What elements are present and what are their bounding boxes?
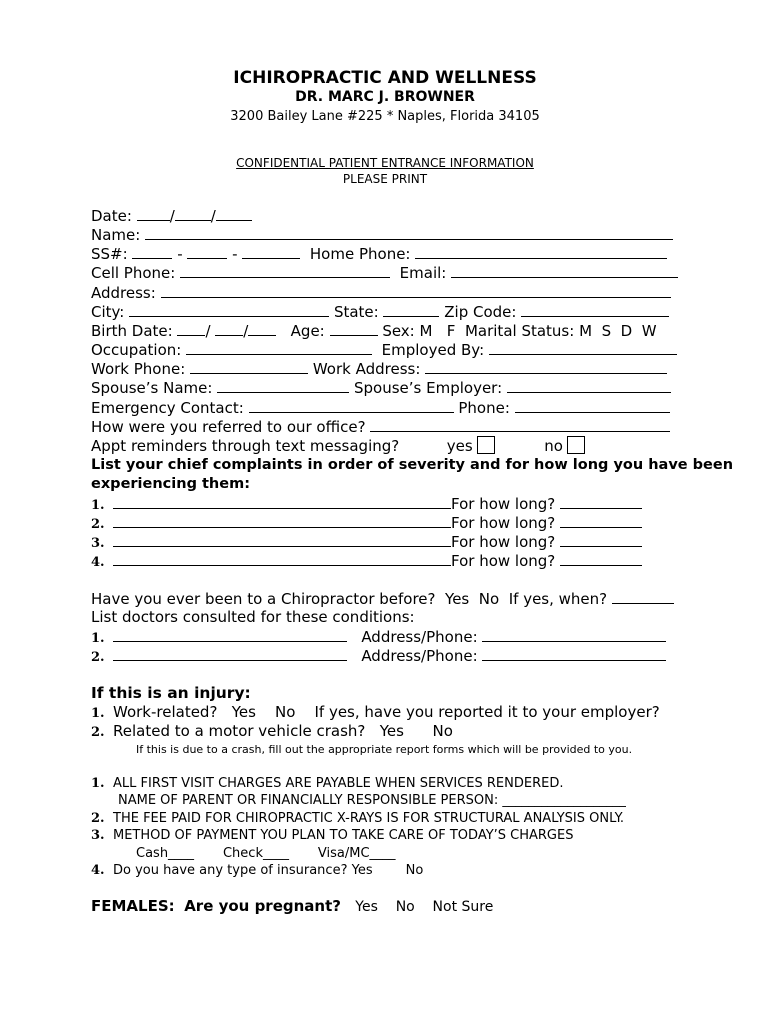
complaints-heading: List your chief complaints in order of severity and for how long you have been — [91, 457, 734, 473]
payment-3-row — [91, 826, 573, 845]
complaint-row — [91, 494, 642, 515]
clinic-title: ICHIROPRACTIC AND WELLNESS — [233, 68, 537, 88]
how-long-label: For how long? — [451, 495, 556, 513]
payment-3-text: METHOD OF PAYMENT YOU PLAN TO TAKE CARE OF TODAY’S CHARGES — [113, 828, 574, 843]
sex-label: Sex: — [382, 322, 415, 340]
how-long-label: For how long? — [451, 533, 556, 551]
address-phone-label: Address/Phone: — [361, 647, 478, 665]
birth-year-field[interactable] — [248, 321, 276, 336]
clinic-address: 3200 Bailey Lane #225 * Naples, Florida 34105 — [230, 109, 540, 124]
email-label: Email: — [399, 264, 447, 282]
reminders-yes-label: yes — [446, 437, 473, 455]
complaints-heading-2: experiencing them: — [91, 476, 250, 492]
employed-by-label: Employed By: — [381, 341, 485, 359]
reminders-row — [91, 436, 585, 456]
address-field[interactable] — [161, 283, 671, 298]
birth-day-field[interactable] — [215, 321, 243, 336]
state-label: State: — [333, 303, 379, 321]
work-address-label: Work Address: — [312, 360, 421, 378]
form-title: CONFIDENTIAL PATIENT ENTRANCE INFORMATION — [236, 156, 534, 170]
reminders-no-checkbox[interactable] — [567, 436, 585, 454]
females-row — [91, 897, 493, 917]
address-label: Address: — [91, 284, 156, 302]
work-address-field[interactable] — [425, 359, 667, 374]
city-field[interactable] — [129, 302, 329, 317]
payment-4-number: 4. — [91, 863, 105, 878]
employed-by-field[interactable] — [489, 340, 677, 355]
ss-part2-field[interactable] — [187, 244, 227, 259]
zip-label: Zip Code: — [444, 303, 517, 321]
how-long-field-4[interactable] — [560, 551, 642, 566]
address-row — [91, 283, 671, 303]
ss-label: SS#: — [91, 245, 128, 263]
payment-2-number: 2. — [91, 811, 105, 826]
complaint-number: 4. — [91, 555, 105, 570]
home-phone-label: Home Phone: — [309, 245, 411, 263]
sex-f-option[interactable]: F — [446, 322, 456, 340]
doctor-field-2[interactable] — [113, 646, 347, 661]
doctor-address-field-1[interactable] — [482, 627, 666, 642]
print-note: PLEASE PRINT — [342, 172, 428, 186]
doctor-row — [91, 627, 666, 648]
emergency-row — [91, 398, 670, 418]
females-label: FEMALES: — [91, 897, 175, 915]
spouse-name-field[interactable] — [217, 378, 349, 393]
occupation-field[interactable] — [186, 340, 372, 355]
reminders-yes-checkbox[interactable] — [477, 436, 495, 454]
date-label: Date: — [91, 207, 132, 225]
date-row: Date: / / — [91, 206, 252, 226]
email-field[interactable] — [451, 263, 678, 278]
how-long-label: For how long? — [451, 552, 556, 570]
ss-part3-field[interactable] — [242, 244, 300, 259]
referred-field[interactable] — [370, 417, 670, 432]
doctor-field-1[interactable] — [113, 627, 347, 642]
address-phone-label: Address/Phone: — [361, 628, 478, 646]
responsible-person-line[interactable]: NAME OF PARENT OR FINANCIALLY RESPONSIBLE PERSON: ___________________ — [118, 793, 626, 808]
how-long-field-3[interactable] — [560, 532, 642, 547]
emergency-phone-field[interactable] — [515, 398, 670, 413]
doctor-number: 2. — [91, 650, 105, 665]
payment-4-row — [91, 861, 423, 880]
marital-label: Marital Status: — [464, 322, 575, 340]
payment-method-options[interactable]: Cash____ Check____ Visa/MC____ — [136, 846, 396, 861]
injury-q2-row — [91, 722, 453, 742]
chiro-question-row — [91, 589, 674, 609]
payment-1-number: 1. — [91, 776, 105, 791]
spouse-employer-field[interactable] — [507, 378, 671, 393]
occupation-label: Occupation: — [91, 341, 182, 359]
injury-q2: Related to a motor vehicle crash? Yes No — [113, 722, 453, 740]
work-row — [91, 359, 667, 379]
doctor-number: 1. — [91, 631, 105, 646]
cell-phone-label: Cell Phone: — [91, 264, 176, 282]
birth-date-label: Birth Date: — [91, 322, 173, 340]
complaint-number: 2. — [91, 517, 105, 532]
ss-row: SS#: - - Home Phone: — [91, 244, 667, 264]
name-field[interactable] — [145, 225, 673, 240]
reminders-label: Appt reminders through text messaging? — [91, 437, 400, 455]
occupation-row — [91, 340, 677, 360]
payment-1-text: ALL FIRST VISIT CHARGES ARE PAYABLE WHEN SERVICES RENDERED. — [113, 776, 564, 791]
date-month-field[interactable] — [137, 206, 170, 221]
chiro-question: Have you ever been to a Chiropractor before? Yes No If yes, when? — [91, 590, 608, 608]
city-row — [91, 302, 669, 322]
work-phone-field[interactable] — [190, 359, 308, 374]
insurance-question: Do you have any type of insurance? Yes No — [113, 863, 424, 878]
date-year-field[interactable] — [216, 206, 252, 221]
complaint-row — [91, 551, 642, 572]
payment-3-number: 3. — [91, 828, 105, 843]
marital-options[interactable]: M S D W — [579, 322, 657, 340]
spouse-employer-label: Spouse’s Employer: — [354, 379, 503, 397]
cell-phone-field[interactable] — [180, 263, 390, 278]
chiro-when-field[interactable] — [612, 589, 674, 604]
complaint-field-1[interactable] — [113, 494, 451, 509]
referred-row — [91, 417, 670, 437]
complaint-number: 3. — [91, 536, 105, 551]
pregnant-question: Are you pregnant? — [184, 897, 341, 915]
emergency-field[interactable] — [249, 398, 454, 413]
sex-m-option[interactable]: M — [419, 322, 433, 340]
birth-row: Birth Date: / / Age: Sex: M F Marital Status: M S D W — [91, 322, 657, 340]
referred-label: How were you referred to our office? — [91, 418, 366, 436]
injury-heading: If this is an injury: — [91, 684, 251, 702]
how-long-field-1[interactable] — [560, 494, 642, 509]
cell-row — [91, 263, 678, 283]
how-long-label: For how long? — [451, 514, 556, 532]
age-field[interactable] — [330, 321, 378, 336]
complaint-row — [91, 513, 642, 534]
doctor-name: DR. MARC J. BROWNER — [295, 89, 475, 105]
pregnant-options[interactable]: Yes No Not Sure — [355, 899, 494, 915]
date-day-field[interactable] — [175, 206, 211, 221]
ss-part1-field[interactable] — [132, 244, 172, 259]
complaint-field-3[interactable] — [113, 532, 451, 547]
city-label: City: — [91, 303, 125, 321]
state-field[interactable] — [383, 302, 439, 317]
complaint-number: 1. — [91, 498, 105, 513]
name-row — [91, 225, 673, 245]
spouse-name-label: Spouse’s Name: — [91, 379, 213, 397]
emergency-label: Emergency Contact: — [91, 399, 244, 417]
home-phone-field[interactable] — [415, 244, 667, 259]
doctor-row — [91, 646, 666, 667]
phone-label: Phone: — [458, 399, 510, 417]
list-doctors-label: List doctors consulted for these conditions: — [91, 608, 415, 626]
zip-field[interactable] — [521, 302, 669, 317]
doctor-address-field-2[interactable] — [482, 646, 666, 661]
injury-note: If this is due to a crash, fill out the appropriate report forms which will be provided to you. — [136, 743, 633, 756]
age-label: Age: — [290, 322, 325, 340]
spouse-row — [91, 378, 671, 398]
complaint-field-2[interactable] — [113, 513, 451, 528]
complaint-row — [91, 532, 642, 553]
reminders-no-label: no — [544, 437, 563, 455]
how-long-field-2[interactable] — [560, 513, 642, 528]
injury-q2-number: 2. — [91, 725, 105, 740]
birth-month-field[interactable] — [177, 321, 205, 336]
complaint-field-4[interactable] — [113, 551, 451, 566]
injury-q1: Work-related? Yes No If yes, have you reported it to your employer? — [113, 703, 660, 721]
injury-q1-row — [91, 703, 660, 723]
name-label: Name: — [91, 226, 141, 244]
payment-2-text: THE FEE PAID FOR CHIROPRACTIC X-RAYS IS FOR STRUCTURAL ANALYSIS ONLY. — [113, 811, 625, 826]
injury-q1-number: 1. — [91, 706, 105, 721]
work-phone-label: Work Phone: — [91, 360, 186, 378]
